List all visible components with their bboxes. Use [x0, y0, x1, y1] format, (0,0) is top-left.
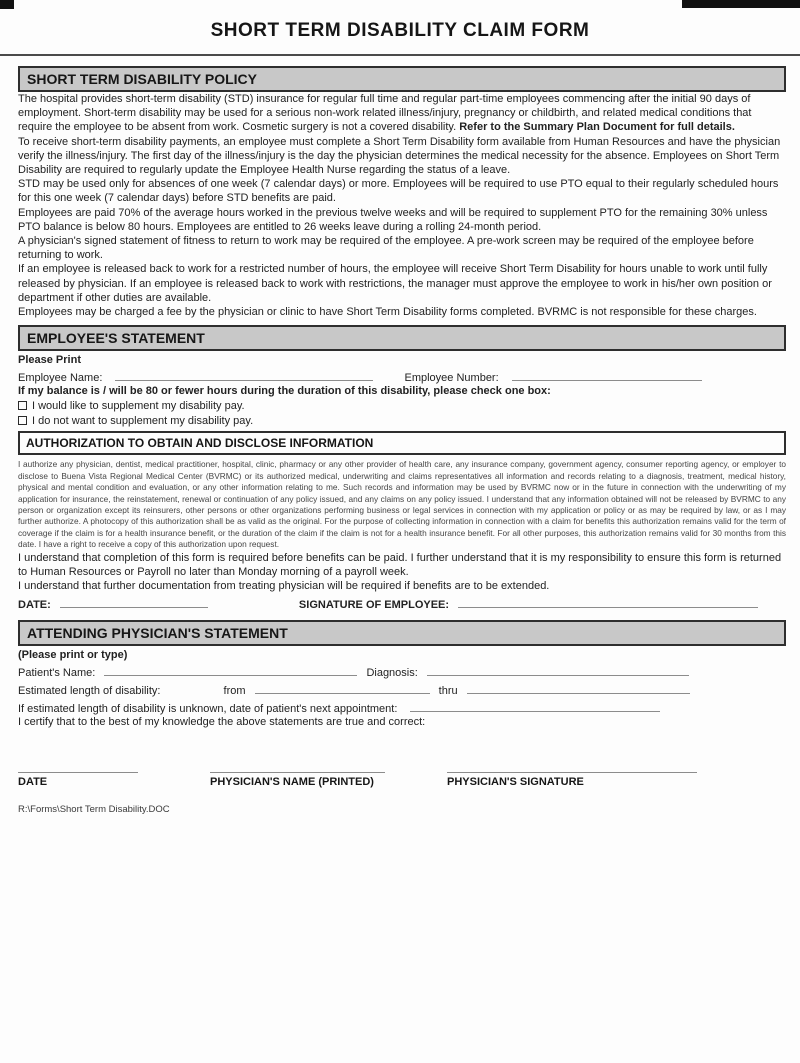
- employee-name-row: [18, 370, 786, 384]
- next-appointment-row: [18, 701, 786, 715]
- authorization-body: I authorize any physician, dentist, medical practitioner, hospital, clinic, pharmacy or any other provider of health care, any insurance company, government agency, consumer reporting agency, or employer to disclose to Buena Vista Regional Medical Center (BVRMC) or its authorized medical, underwriting and claims representatives all information and records relating to a diagnosis, treatment, medical history, physical and mental condition and evaluation, or any other information relating to me. Such records and information may be used by BVRMC now or in the future in connection with the underwriting of my application for insurance, the reinstatement, renewal or continuation of any policy issued, and any claims on any policy issued. I understand that any information obtained will not be released by BVRMC to any person or organization except its reinsurers, other persons or other organizations performing business or legal services in connection with my application or policy or as may be required by law, or as I may further authorize. A photocopy of this authorization shall be as valid as the original. For the purpose of collecting information in connection with a claim for benefits this authorization remains valid for the term of coverage if the claim is for a health insurance benefit, or the duration of the claim if the claim is not for a health insurance benefit. For all other purposes, this authorization remains valid for 30 months from this date. I have a right to receive a copy of this authorization upon request.: [18, 459, 786, 550]
- disability-length-row: [18, 683, 786, 697]
- physician-date-block: [18, 762, 138, 788]
- supplement-yes-row: [18, 400, 786, 413]
- acknowledgement-1: I understand that completion of this form is required before benefits can be paid. I further understand that it is my responsibility to ensure this form is returned to Human Resources or Payroll no later than Monday morning of a payroll week.: [18, 551, 782, 578]
- certify-statement: I certify that to the best of my knowledge the above statements are true and correct:: [18, 716, 426, 729]
- next-appointment-line[interactable]: [410, 701, 660, 712]
- employee-signature-row: [18, 597, 786, 611]
- thru-label: thru: [438, 685, 458, 698]
- please-print-label: Please Print: [18, 354, 81, 367]
- physician-signature-row: [18, 762, 786, 788]
- supplement-no-row: [18, 415, 786, 428]
- scan-artifact-top-left: [0, 0, 14, 9]
- form-title: SHORT TERM DISABILITY CLAIM FORM: [210, 20, 590, 41]
- print-or-type-label: (Please print or type): [18, 649, 128, 662]
- employee-number-label: Employee Number:: [404, 372, 499, 385]
- policy-paragraph-1-text: The hospital provides short-term disability (STD) insurance for regular full time and regular part-time employees commencing after the initial 90 days of employment. Short-term disability may be used for a serious non-work related illness/injury, pregnancy or childbirth, and related medical conditions that require the employee to be absent from work. Cosmetic surgery is not a covered disability.: [18, 93, 752, 134]
- authorization-header: [18, 431, 786, 455]
- patient-name-row: [18, 665, 786, 679]
- employee-name-line[interactable]: [115, 370, 373, 381]
- patient-name-label: Patient's Name:: [18, 667, 96, 680]
- file-path-footer: R:\Forms\Short Term Disability.DOC: [18, 803, 170, 815]
- next-appointment-label: If estimated length of disability is unknown, date of patient's next appointment:: [18, 703, 398, 716]
- policy-paragraph-1-bold: Refer to the Summary Plan Document for full details.: [459, 121, 735, 134]
- employee-statement-title: EMPLOYEE'S STATEMENT: [27, 330, 205, 347]
- employee-date-label: DATE:: [18, 599, 51, 612]
- thru-date-line[interactable]: [467, 683, 690, 694]
- title-divider: [0, 54, 800, 56]
- patient-name-line[interactable]: [104, 665, 357, 676]
- employee-signature-line[interactable]: [458, 597, 758, 608]
- employee-statement-header: [18, 325, 786, 351]
- policy-paragraph-2: To receive short-term disability payments, an employee must complete a Short Term Disability form available from Human Resources and have the physician verify the illness/injury. The first day of the illness/injury is the day the physician determines the medical necessity for the absence. Employees on Short Term Disability are required to regularly update the Employee Health Nurse regarding the status of a leave.: [18, 135, 781, 177]
- policy-paragraph-5: A physician's signed statement of fitness to return to work may be required of the employee. A pre-work screen may be required of the employee before returning to work.: [18, 235, 754, 262]
- physician-signature-block: [447, 762, 697, 788]
- physician-signature-line[interactable]: [447, 762, 697, 773]
- from-label: from: [223, 685, 246, 698]
- policy-paragraph-7: Employees may be charged a fee by the physician or clinic to have Short Term Disability forms completed. BVRMC is not responsible for these charges.: [18, 306, 757, 319]
- est-length-label: Estimated length of disability:: [18, 685, 161, 698]
- employee-name-label: Employee Name:: [18, 372, 103, 385]
- employee-signature-label: SIGNATURE OF EMPLOYEE:: [298, 599, 450, 612]
- policy-section-header: [18, 66, 786, 92]
- diagnosis-label: Diagnosis:: [366, 667, 418, 680]
- physician-statement-header: [18, 620, 786, 646]
- supplement-no-label: I do not want to supplement my disability pay.: [32, 415, 254, 428]
- authorization-title: AUTHORIZATION TO OBTAIN AND DISCLOSE INFORMATION: [26, 436, 374, 451]
- physician-name-line[interactable]: [210, 762, 385, 773]
- supplement-yes-label: I would like to supplement my disability pay.: [32, 400, 245, 413]
- employee-date-line[interactable]: [60, 597, 208, 608]
- employee-number-line[interactable]: [512, 370, 702, 381]
- policy-paragraph-1: [18, 92, 786, 135]
- policy-paragraph-3: STD may be used only for absences of one week (7 calendar days) or more. Employees will be required to use PTO equal to their regularly scheduled hours for this one week (7 calendar days) before STD benefits are paid.: [18, 178, 779, 205]
- from-date-line[interactable]: [255, 683, 430, 694]
- policy-paragraph-6: If an employee is released back to work for a restricted number of hours, the employee will receive Short Term Disability for hours unable to work until fully released by physician. If an employee is released back to work with restrictions, the manager must approve the employee to work in his/her own position or department if other duties are available.: [18, 263, 772, 304]
- form-content: [18, 66, 786, 815]
- policy-section-title: SHORT TERM DISABILITY POLICY: [27, 71, 257, 87]
- physician-name-block: [210, 762, 385, 788]
- diagnosis-line[interactable]: [427, 665, 689, 676]
- scan-artifact-top-right: [682, 0, 800, 8]
- balance-instruction: If my balance is / will be 80 or fewer hours during the duration of this disability, please check one box:: [18, 385, 551, 398]
- physician-statement-title: ATTENDING PHYSICIAN'S STATEMENT: [27, 625, 288, 642]
- supplement-no-checkbox[interactable]: [18, 416, 27, 425]
- physician-signature-label: PHYSICIAN'S SIGNATURE: [447, 775, 584, 788]
- acknowledgement-2: I understand that further documentation from treating physician will be required if benefits are to be extended.: [18, 580, 550, 593]
- physician-date-line[interactable]: [18, 762, 138, 773]
- physician-date-label: DATE: [18, 775, 48, 788]
- supplement-yes-checkbox[interactable]: [18, 401, 27, 410]
- physician-name-label: PHYSICIAN'S NAME (PRINTED): [210, 775, 374, 788]
- policy-paragraph-4: Employees are paid 70% of the average hours worked in the previous twelve weeks and will be required to supplement PTO for the remaining 30% unless PTO balance is below 80 hours. Employees are entitled to 26 weeks leave during a rolling 24-month period.: [18, 206, 768, 233]
